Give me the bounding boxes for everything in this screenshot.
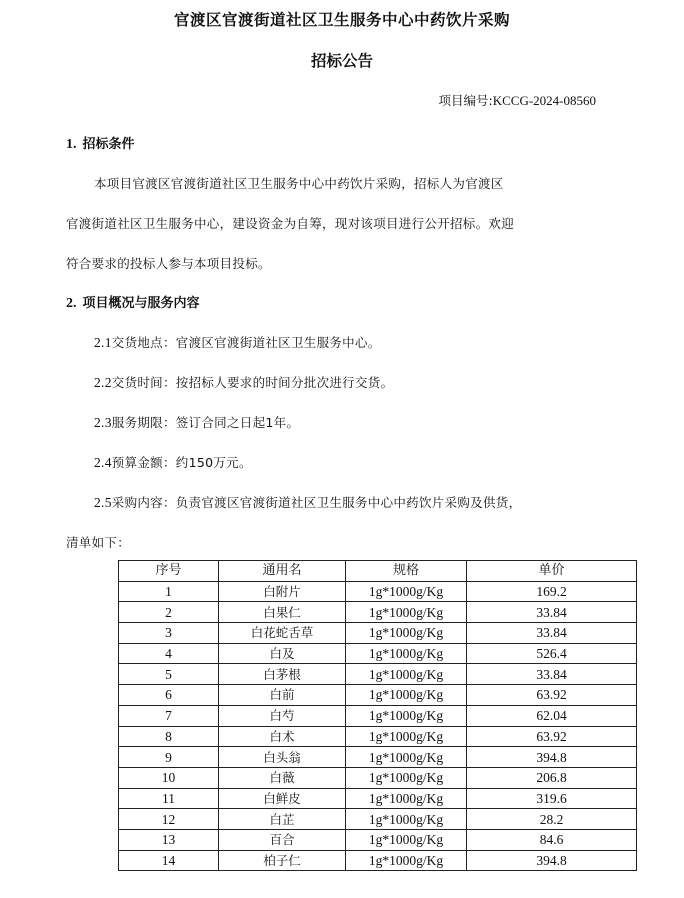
item-2-3-text: 服务期限：签订合同之日起1年。 — [111, 415, 300, 430]
item-2-3 — [94, 413, 299, 431]
header-seq: 序号 — [119, 561, 219, 582]
cell-price: 33.84 — [467, 664, 637, 685]
section-2-title: 项目概况与服务内容 — [82, 296, 200, 311]
item-2-5-number: 2.5 — [94, 495, 112, 510]
cell-name: 白芷 — [219, 809, 346, 830]
cell-price: 394.8 — [467, 747, 637, 768]
cell-name: 白薇 — [219, 767, 346, 788]
cell-name: 白头翁 — [219, 747, 346, 768]
table-row — [119, 581, 637, 602]
cell-name: 白鲜皮 — [219, 788, 346, 809]
project-number-label: 项目编号: — [438, 93, 493, 108]
table-row — [119, 809, 637, 830]
section-1-line-2: 官渡街道社区卫生服务中心，建设资金为自筹，现对该项目进行公开招标。欢迎 — [66, 216, 515, 231]
list-intro: 清单如下： — [66, 535, 131, 550]
section-1-line-1: 本项目官渡区官渡街道社区卫生服务中心中药饮片采购，招标人为官渡区 — [94, 176, 504, 191]
table-header-row — [119, 561, 637, 582]
section-2-number: 2. — [66, 296, 77, 311]
cell-name: 白及 — [219, 643, 346, 664]
cell-spec: 1g*1000g/Kg — [346, 685, 467, 706]
table-row — [119, 747, 637, 768]
header-spec: 规格 — [346, 561, 467, 582]
price-table — [118, 560, 637, 871]
cell-seq: 9 — [119, 747, 219, 768]
section-1-number: 1. — [66, 137, 77, 152]
item-2-5-text: 采购内容：负责官渡区官渡街道社区卫生服务中心中药饮片采购及供货， — [111, 495, 522, 510]
header-price: 单价 — [467, 561, 637, 582]
header-name: 通用名 — [219, 561, 346, 582]
cell-seq: 13 — [119, 829, 219, 850]
cell-spec: 1g*1000g/Kg — [346, 809, 467, 830]
item-2-1 — [94, 333, 381, 351]
cell-spec: 1g*1000g/Kg — [346, 829, 467, 850]
table-row — [119, 726, 637, 747]
cell-spec: 1g*1000g/Kg — [346, 705, 467, 726]
table-row — [119, 685, 637, 706]
table-row — [119, 664, 637, 685]
table-row — [119, 767, 637, 788]
document-title: 官渡区官渡街道社区卫生服务中心中药饮片采购 — [173, 11, 510, 29]
item-2-2-text: 交货时间：按招标人要求的时间分批次进行交货。 — [111, 375, 394, 390]
cell-name: 白花蛇舌草 — [219, 623, 346, 644]
section-1-line-3: 符合要求的投标人参与本项目投标。 — [66, 256, 271, 271]
item-2-4-number: 2.4 — [94, 455, 112, 470]
cell-price: 63.92 — [467, 726, 637, 747]
cell-name: 白术 — [219, 726, 346, 747]
cell-name: 白芍 — [219, 705, 346, 726]
cell-spec: 1g*1000g/Kg — [346, 726, 467, 747]
table-row — [119, 602, 637, 623]
cell-seq: 2 — [119, 602, 219, 623]
section-2-heading — [66, 292, 200, 312]
cell-seq: 10 — [119, 767, 219, 788]
cell-name: 白附片 — [219, 581, 346, 602]
cell-spec: 1g*1000g/Kg — [346, 767, 467, 788]
cell-price: 394.8 — [467, 850, 637, 871]
cell-seq: 3 — [119, 623, 219, 644]
cell-seq: 11 — [119, 788, 219, 809]
table-row — [119, 788, 637, 809]
item-2-5 — [94, 493, 521, 511]
cell-price: 169.2 — [467, 581, 637, 602]
cell-price: 63.92 — [467, 685, 637, 706]
cell-price: 206.8 — [467, 767, 637, 788]
document-subtitle: 招标公告 — [310, 52, 373, 70]
section-1-heading — [66, 133, 135, 153]
cell-name: 柏子仁 — [219, 850, 346, 871]
table-row — [119, 705, 637, 726]
cell-price: 319.6 — [467, 788, 637, 809]
cell-seq: 5 — [119, 664, 219, 685]
cell-spec: 1g*1000g/Kg — [346, 850, 467, 871]
cell-spec: 1g*1000g/Kg — [346, 788, 467, 809]
cell-spec: 1g*1000g/Kg — [346, 623, 467, 644]
cell-name: 白茅根 — [219, 664, 346, 685]
item-2-3-number: 2.3 — [94, 415, 112, 430]
item-2-1-number: 2.1 — [94, 335, 112, 350]
item-2-4-text: 预算金额：约150万元。 — [111, 455, 252, 470]
cell-seq: 6 — [119, 685, 219, 706]
item-2-4 — [94, 453, 252, 471]
cell-seq: 14 — [119, 850, 219, 871]
cell-name: 白前 — [219, 685, 346, 706]
table-row — [119, 643, 637, 664]
cell-price: 28.2 — [467, 809, 637, 830]
cell-price: 33.84 — [467, 602, 637, 623]
cell-price: 526.4 — [467, 643, 637, 664]
project-number — [439, 91, 597, 109]
cell-seq: 4 — [119, 643, 219, 664]
cell-spec: 1g*1000g/Kg — [346, 747, 467, 768]
item-2-2 — [94, 373, 393, 391]
project-number-value: KCCG-2024-08560 — [492, 93, 596, 108]
cell-spec: 1g*1000g/Kg — [346, 581, 467, 602]
cell-spec: 1g*1000g/Kg — [346, 643, 467, 664]
item-2-2-number: 2.2 — [94, 375, 112, 390]
cell-name: 百合 — [219, 829, 346, 850]
cell-price: 84.6 — [467, 829, 637, 850]
cell-spec: 1g*1000g/Kg — [346, 664, 467, 685]
table-row — [119, 829, 637, 850]
table-row — [119, 850, 637, 871]
table-row — [119, 623, 637, 644]
cell-seq: 8 — [119, 726, 219, 747]
cell-price: 33.84 — [467, 623, 637, 644]
cell-price: 62.04 — [467, 705, 637, 726]
cell-seq: 7 — [119, 705, 219, 726]
cell-seq: 1 — [119, 581, 219, 602]
cell-name: 白果仁 — [219, 602, 346, 623]
cell-seq: 12 — [119, 809, 219, 830]
item-2-1-text: 交货地点：官渡区官渡街道社区卫生服务中心。 — [111, 335, 381, 350]
cell-spec: 1g*1000g/Kg — [346, 602, 467, 623]
section-1-title: 招标条件 — [82, 137, 135, 152]
